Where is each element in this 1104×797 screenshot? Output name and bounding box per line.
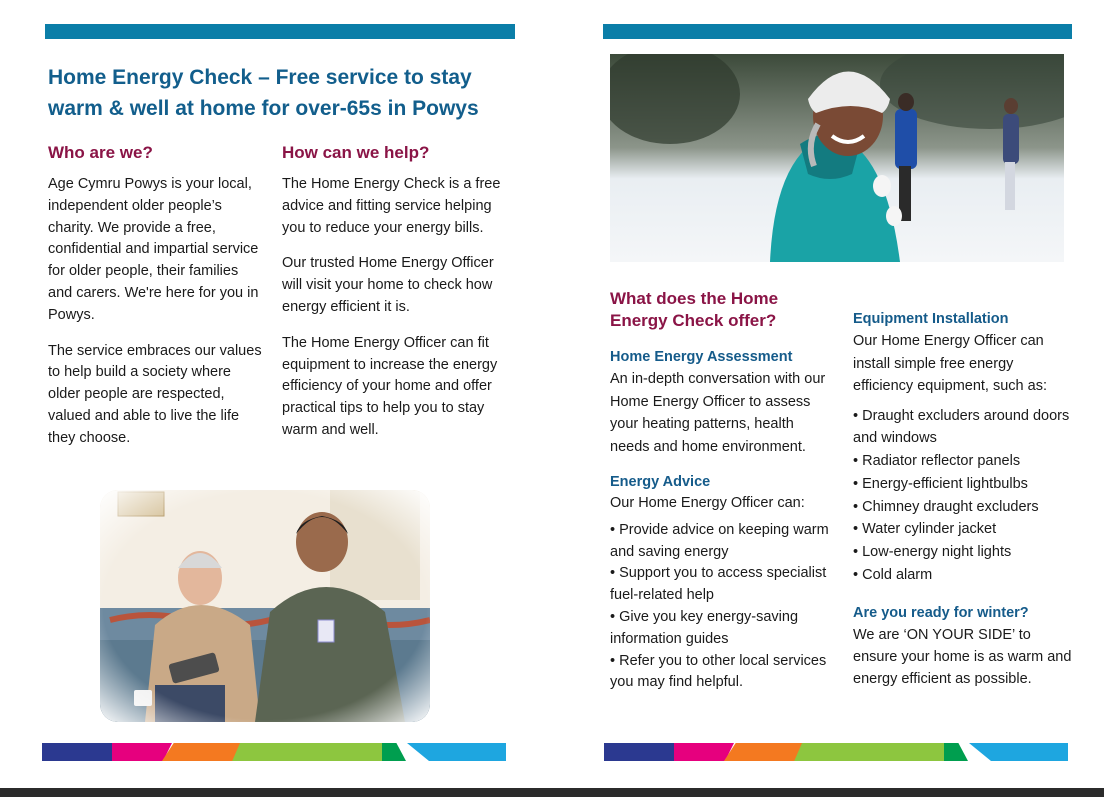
left-colour-stripe [42, 743, 508, 761]
list-item: • Refer you to other local services you may find helpful. [610, 652, 827, 691]
assessment-heading: Home Energy Assessment [610, 349, 793, 365]
assessment-text: An in-depth conversation with our Home Energy Officer to assess your heating patterns, health needs and home environment. [610, 371, 826, 455]
offer-section [610, 288, 835, 694]
how-can-we-help-heading: How can we help? [282, 143, 430, 162]
energy-advice-heading: Energy Advice [610, 474, 711, 490]
who-para-2: The service embraces our values to help build a society where older people are respected, valued and able to live the life they choose. [48, 342, 262, 446]
home-visit-photo [100, 490, 430, 722]
list-item: • Support you to access specialist fuel-related help [610, 565, 827, 604]
right-top-bar [603, 24, 1072, 39]
equipment-section [853, 309, 1075, 690]
who-are-we-section [48, 142, 263, 450]
list-item: • Provide advice on keeping warm and saving energy [610, 521, 829, 560]
list-item: • Draught excluders around doors and windows [853, 407, 1070, 447]
equipment-list [853, 405, 1075, 587]
energy-advice-intro: Our Home Energy Officer can: [610, 495, 805, 511]
right-colour-stripe [604, 743, 1070, 761]
winter-photo [610, 54, 1064, 262]
viewer-bottom-edge [0, 788, 1104, 797]
list-item: • Low-energy night lights [853, 544, 1012, 561]
offer-heading: What does the Home Energy Check offer? [610, 289, 779, 330]
list-item: • Give you key energy-saving information guides [610, 608, 799, 647]
winter-text: We are ‘ON YOUR SIDE’ to ensure your home is as warm and energy efficient as possible. [853, 626, 1072, 687]
list-item: • Energy-efficient lightbulbs [853, 475, 1028, 492]
who-are-we-heading: Who are we? [48, 143, 153, 162]
help-para-3: The Home Energy Officer can fit equipment to increase the energy efficiency of your home and offer practical tips to help you to stay warm and well. [282, 334, 498, 438]
left-top-bar [45, 24, 515, 39]
list-item: • Cold alarm [853, 567, 933, 584]
how-can-we-help-section [282, 142, 510, 442]
list-item: • Water cylinder jacket [853, 521, 997, 538]
winter-heading: Are you ready for winter? [853, 604, 1029, 621]
page-title: Home Energy Check – Free service to stay warm & well at home for over-65s in Powys [48, 66, 479, 120]
help-para-1: The Home Energy Check is a free advice and fitting service helping you to reduce your energy bills. [282, 176, 501, 236]
energy-advice-list [610, 520, 835, 694]
equipment-heading: Equipment Installation [853, 311, 1009, 327]
help-para-2: Our trusted Home Energy Officer will visit your home to check how energy efficient it is. [282, 255, 494, 315]
who-para-1: Age Cymru Powys is your local, independent older people’s charity. We provide a free, confidential and impartial service for older people, their families and carers. We're here for you in Powys. [48, 176, 259, 323]
list-item: • Radiator reflector panels [853, 453, 1021, 470]
equipment-intro: Our Home Energy Officer can install simple free energy efficiency equipment, such as: [853, 333, 1047, 394]
list-item: • Chimney draught excluders [853, 498, 1039, 515]
